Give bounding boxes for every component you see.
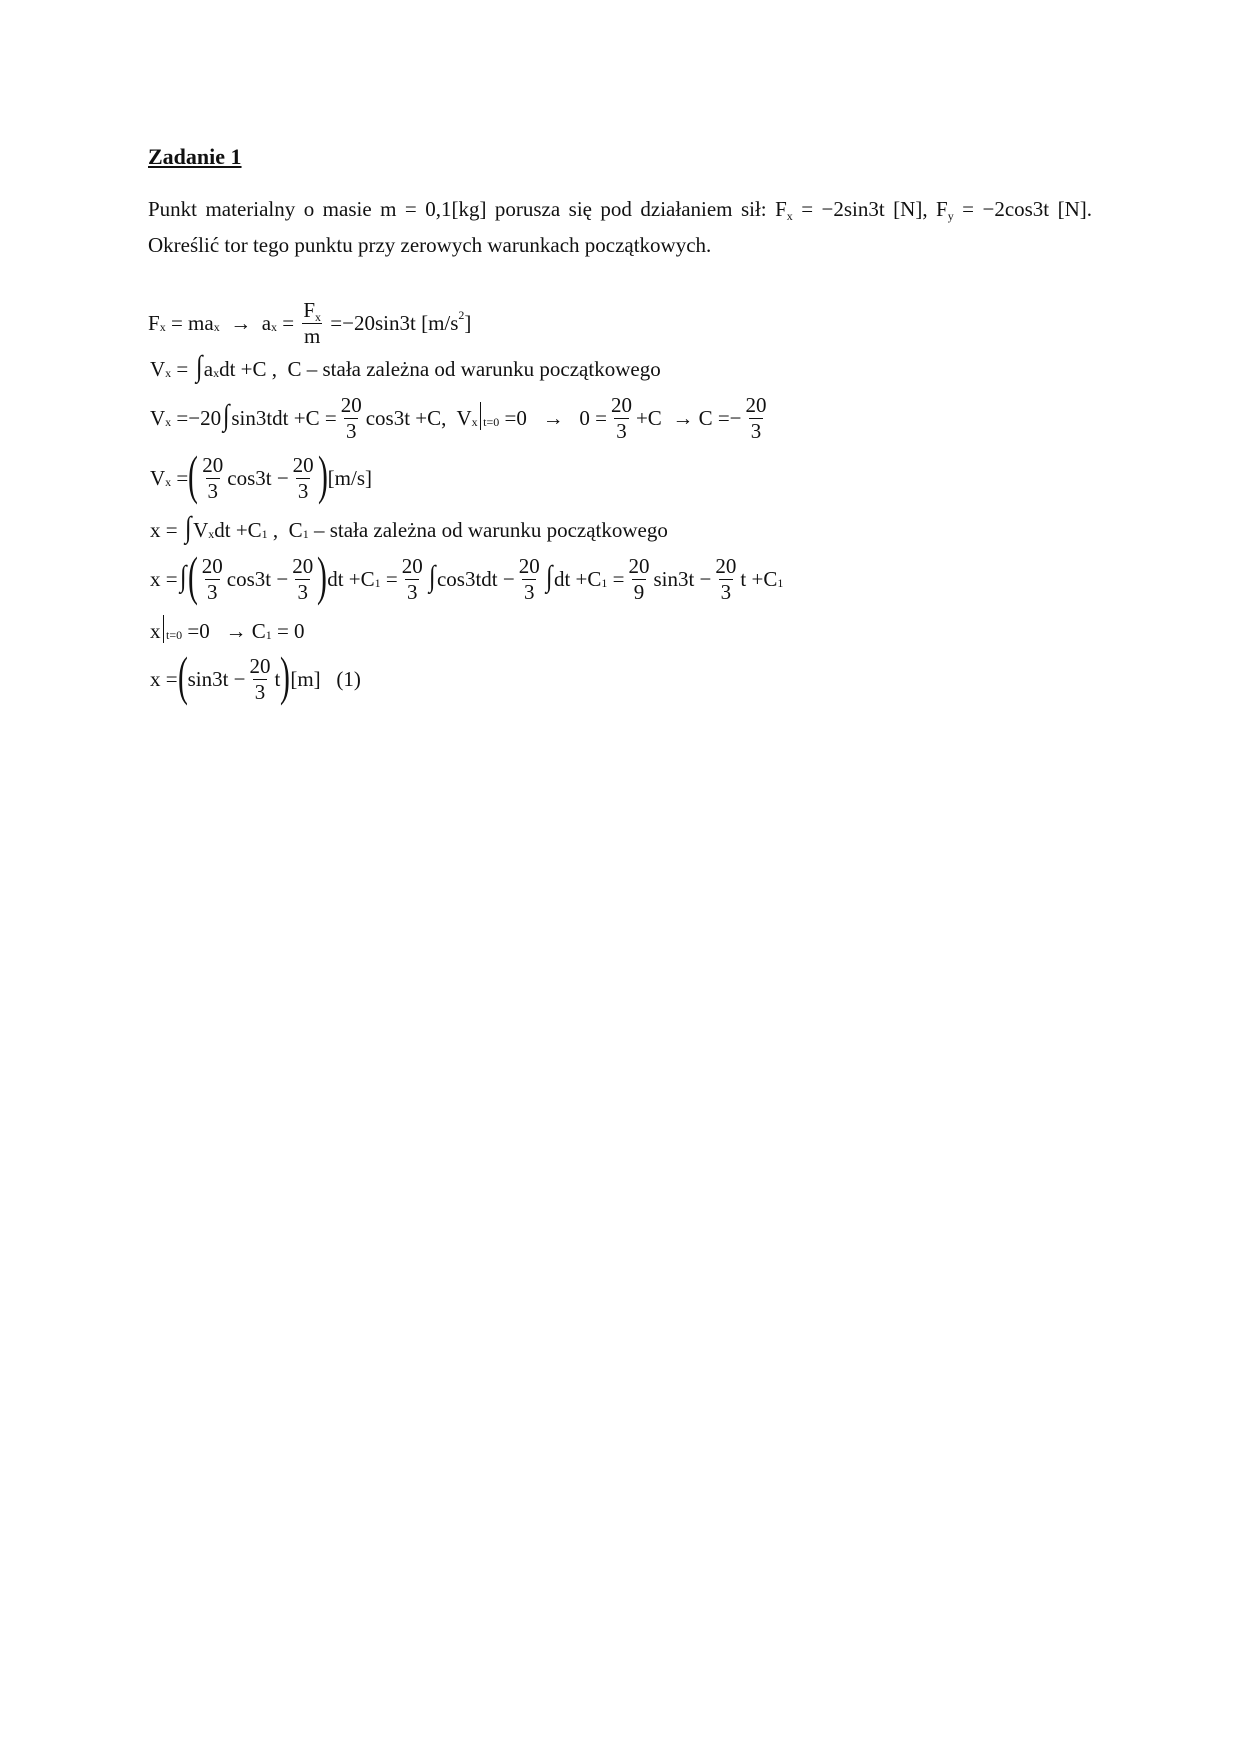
eq4-a-sub: x xyxy=(165,474,172,489)
eq8-d: [m] (1) xyxy=(290,666,361,691)
eq3-d: cos3t +C, V xyxy=(365,405,472,430)
eq6-h: sin3t − xyxy=(653,566,712,591)
eq1-b-sub: x xyxy=(213,319,220,334)
eq4-b: = xyxy=(171,465,189,490)
eq8-fraction-1 xyxy=(248,655,273,702)
integral-sign: ∫ xyxy=(222,399,230,432)
eq1-a-sub: x xyxy=(159,319,166,334)
eq7-a-sub: t=0 xyxy=(166,627,183,642)
eq1-f: ] xyxy=(464,310,472,335)
eq6-fraction-5 xyxy=(626,555,651,602)
eq3-b: =−20 xyxy=(171,405,222,430)
eq3-a-sub: x xyxy=(165,414,172,429)
eq2-d: dt +C , C – stała zależna od warunku początkowego xyxy=(219,356,661,381)
eq1-c-sub: x xyxy=(271,319,278,334)
eq1-a: F xyxy=(148,310,160,335)
equation-5 xyxy=(150,505,668,555)
integral-sign: ∫ xyxy=(545,560,553,593)
eq6-f: dt +C xyxy=(553,566,602,591)
eq7-a: x xyxy=(150,618,161,643)
frac-den: 3 xyxy=(616,418,627,443)
problem-sub-x: x xyxy=(786,209,793,223)
eq6-d: = xyxy=(380,566,398,591)
eq1-fraction xyxy=(301,299,323,346)
frac-num: 20 xyxy=(518,554,540,579)
eq2-a: V xyxy=(150,356,166,381)
eq3-fraction-3 xyxy=(744,394,769,441)
eq2-b: = xyxy=(171,356,194,381)
eq6-b: cos3t − xyxy=(226,566,289,591)
integral-sign: ∫ xyxy=(184,511,192,544)
equation-6 xyxy=(150,546,784,606)
eq5-c: dt +C xyxy=(214,517,262,542)
eq6-i: t +C xyxy=(740,566,778,591)
frac-den: 3 xyxy=(254,679,266,704)
right-paren: ) xyxy=(280,646,291,706)
frac-num: 20 xyxy=(610,393,632,418)
eq3-g: +C → C =− xyxy=(635,405,742,430)
eq3-f: =0 → 0 = xyxy=(499,405,607,430)
eq6-fraction-2 xyxy=(290,555,315,602)
frac-num: 20 xyxy=(340,393,362,418)
eq2-a-sub: x xyxy=(165,365,172,380)
eq5-b: V xyxy=(193,517,209,542)
left-paren: ( xyxy=(177,646,188,706)
integral-sign: ∫ xyxy=(428,560,436,593)
evaluation-bar xyxy=(163,615,165,643)
eq5-b-sub: x xyxy=(208,526,215,541)
frac-den: 9 xyxy=(633,579,645,604)
eq7-c: = 0 xyxy=(271,618,305,643)
eq5-c-sub: 1 xyxy=(261,526,268,541)
eq1-c: a xyxy=(261,310,272,335)
eq6-fraction-1 xyxy=(200,555,225,602)
integral-sign: ∫ xyxy=(179,560,186,593)
eq1-frac-num xyxy=(301,298,323,325)
frac-num: 20 xyxy=(202,453,224,478)
eq6-fraction-4 xyxy=(517,555,542,602)
frac-den: 3 xyxy=(523,579,535,604)
eq1-arrow: → xyxy=(219,310,262,335)
eq5-e: – stała zależna od warunku początkowego xyxy=(308,517,668,542)
eq1-frac-num-sub: x xyxy=(315,310,322,325)
eq4-fraction-1 xyxy=(200,454,225,501)
eq3-a: V xyxy=(150,405,166,430)
frac-den: 3 xyxy=(345,418,357,443)
frac-den: 3 xyxy=(297,478,309,503)
eq5-d-sub: 1 xyxy=(302,526,309,541)
eq3-d-sub: x xyxy=(471,414,478,429)
eq3-e-sub: t=0 xyxy=(483,414,500,429)
evaluation-bar xyxy=(480,402,482,430)
eq7-b-sub: 1 xyxy=(265,627,272,642)
eq4-a: V xyxy=(150,465,166,490)
frac-den: 3 xyxy=(750,418,762,443)
eq6-i-sub: 1 xyxy=(777,575,784,590)
eq2-c: a xyxy=(203,356,214,381)
frac-den: 3 xyxy=(207,478,218,503)
equation-1 xyxy=(148,298,471,348)
problem-statement xyxy=(148,193,1092,262)
integral-sign: ∫ xyxy=(195,350,202,383)
frac-num: 20 xyxy=(715,554,737,579)
problem-sub-y: y xyxy=(947,209,954,223)
frac-num: 20 xyxy=(745,393,767,418)
eq6-e: cos3tdt − xyxy=(436,566,515,591)
problem-text-2: = −2sin3t [N], F xyxy=(792,197,948,221)
frac-den: 3 xyxy=(207,579,218,604)
eq6-f-sub: 1 xyxy=(601,575,608,590)
frac-den: 3 xyxy=(297,579,308,604)
eq5-d: , C xyxy=(267,517,303,542)
left-paren: ( xyxy=(187,546,198,606)
eq4-fraction-2 xyxy=(291,454,316,501)
eq6-fraction-6 xyxy=(713,555,738,602)
problem-text-1: Punkt materialny o masie m = 0,1[kg] porusza się pod działaniem sił: F xyxy=(148,197,787,221)
eq6-a: x = xyxy=(150,566,178,591)
eq8-b: sin3t − xyxy=(187,666,246,691)
frac-den: 3 xyxy=(406,579,418,604)
eq6-c-sub: 1 xyxy=(374,575,381,590)
eq4-d: [m/s] xyxy=(327,465,372,490)
eq3-fraction-2 xyxy=(609,394,634,441)
frac-num: 20 xyxy=(401,554,423,579)
eq3-c: sin3tdt +C = xyxy=(231,405,337,430)
eq3-fraction-1 xyxy=(339,394,364,441)
eq1-frac-den: m xyxy=(304,323,321,348)
eq1-frac-num-text: F xyxy=(303,298,316,323)
eq6-g: = xyxy=(607,566,625,591)
eq1-e: =−20sin3t [m/s xyxy=(325,310,459,335)
eq6-fraction-3 xyxy=(400,555,425,602)
eq5-a: x = xyxy=(150,517,183,542)
frac-num: 20 xyxy=(249,654,271,679)
left-paren: ( xyxy=(188,445,199,505)
equation-8 xyxy=(150,646,361,706)
problem-text-3: = −2cos3t [N]. Określić tor tego punktu przy zerowych warunkach początkowych. xyxy=(148,197,1092,257)
frac-num: 20 xyxy=(201,554,223,579)
equation-2 xyxy=(150,344,661,394)
eq6-c: dt +C xyxy=(327,566,375,591)
frac-den: 3 xyxy=(720,579,732,604)
equation-3 xyxy=(150,393,771,443)
eq8-a: x = xyxy=(150,666,178,691)
eq8-c: t xyxy=(274,666,281,691)
right-paren: ) xyxy=(317,445,328,505)
frac-num: 20 xyxy=(292,554,314,579)
task-title: Zadanie 1 xyxy=(148,144,242,169)
eq7-b: =0 → C xyxy=(182,618,266,643)
eq1-d: = xyxy=(277,310,300,335)
eq1-e-sup: 2 xyxy=(458,307,465,322)
eq1-b: = ma xyxy=(165,310,214,335)
frac-num: 20 xyxy=(628,554,650,579)
right-paren: ) xyxy=(317,546,328,606)
equation-4 xyxy=(150,445,372,505)
frac-num: 20 xyxy=(292,453,314,478)
eq2-c-sub: x xyxy=(213,365,220,380)
eq4-c: cos3t − xyxy=(227,465,289,490)
